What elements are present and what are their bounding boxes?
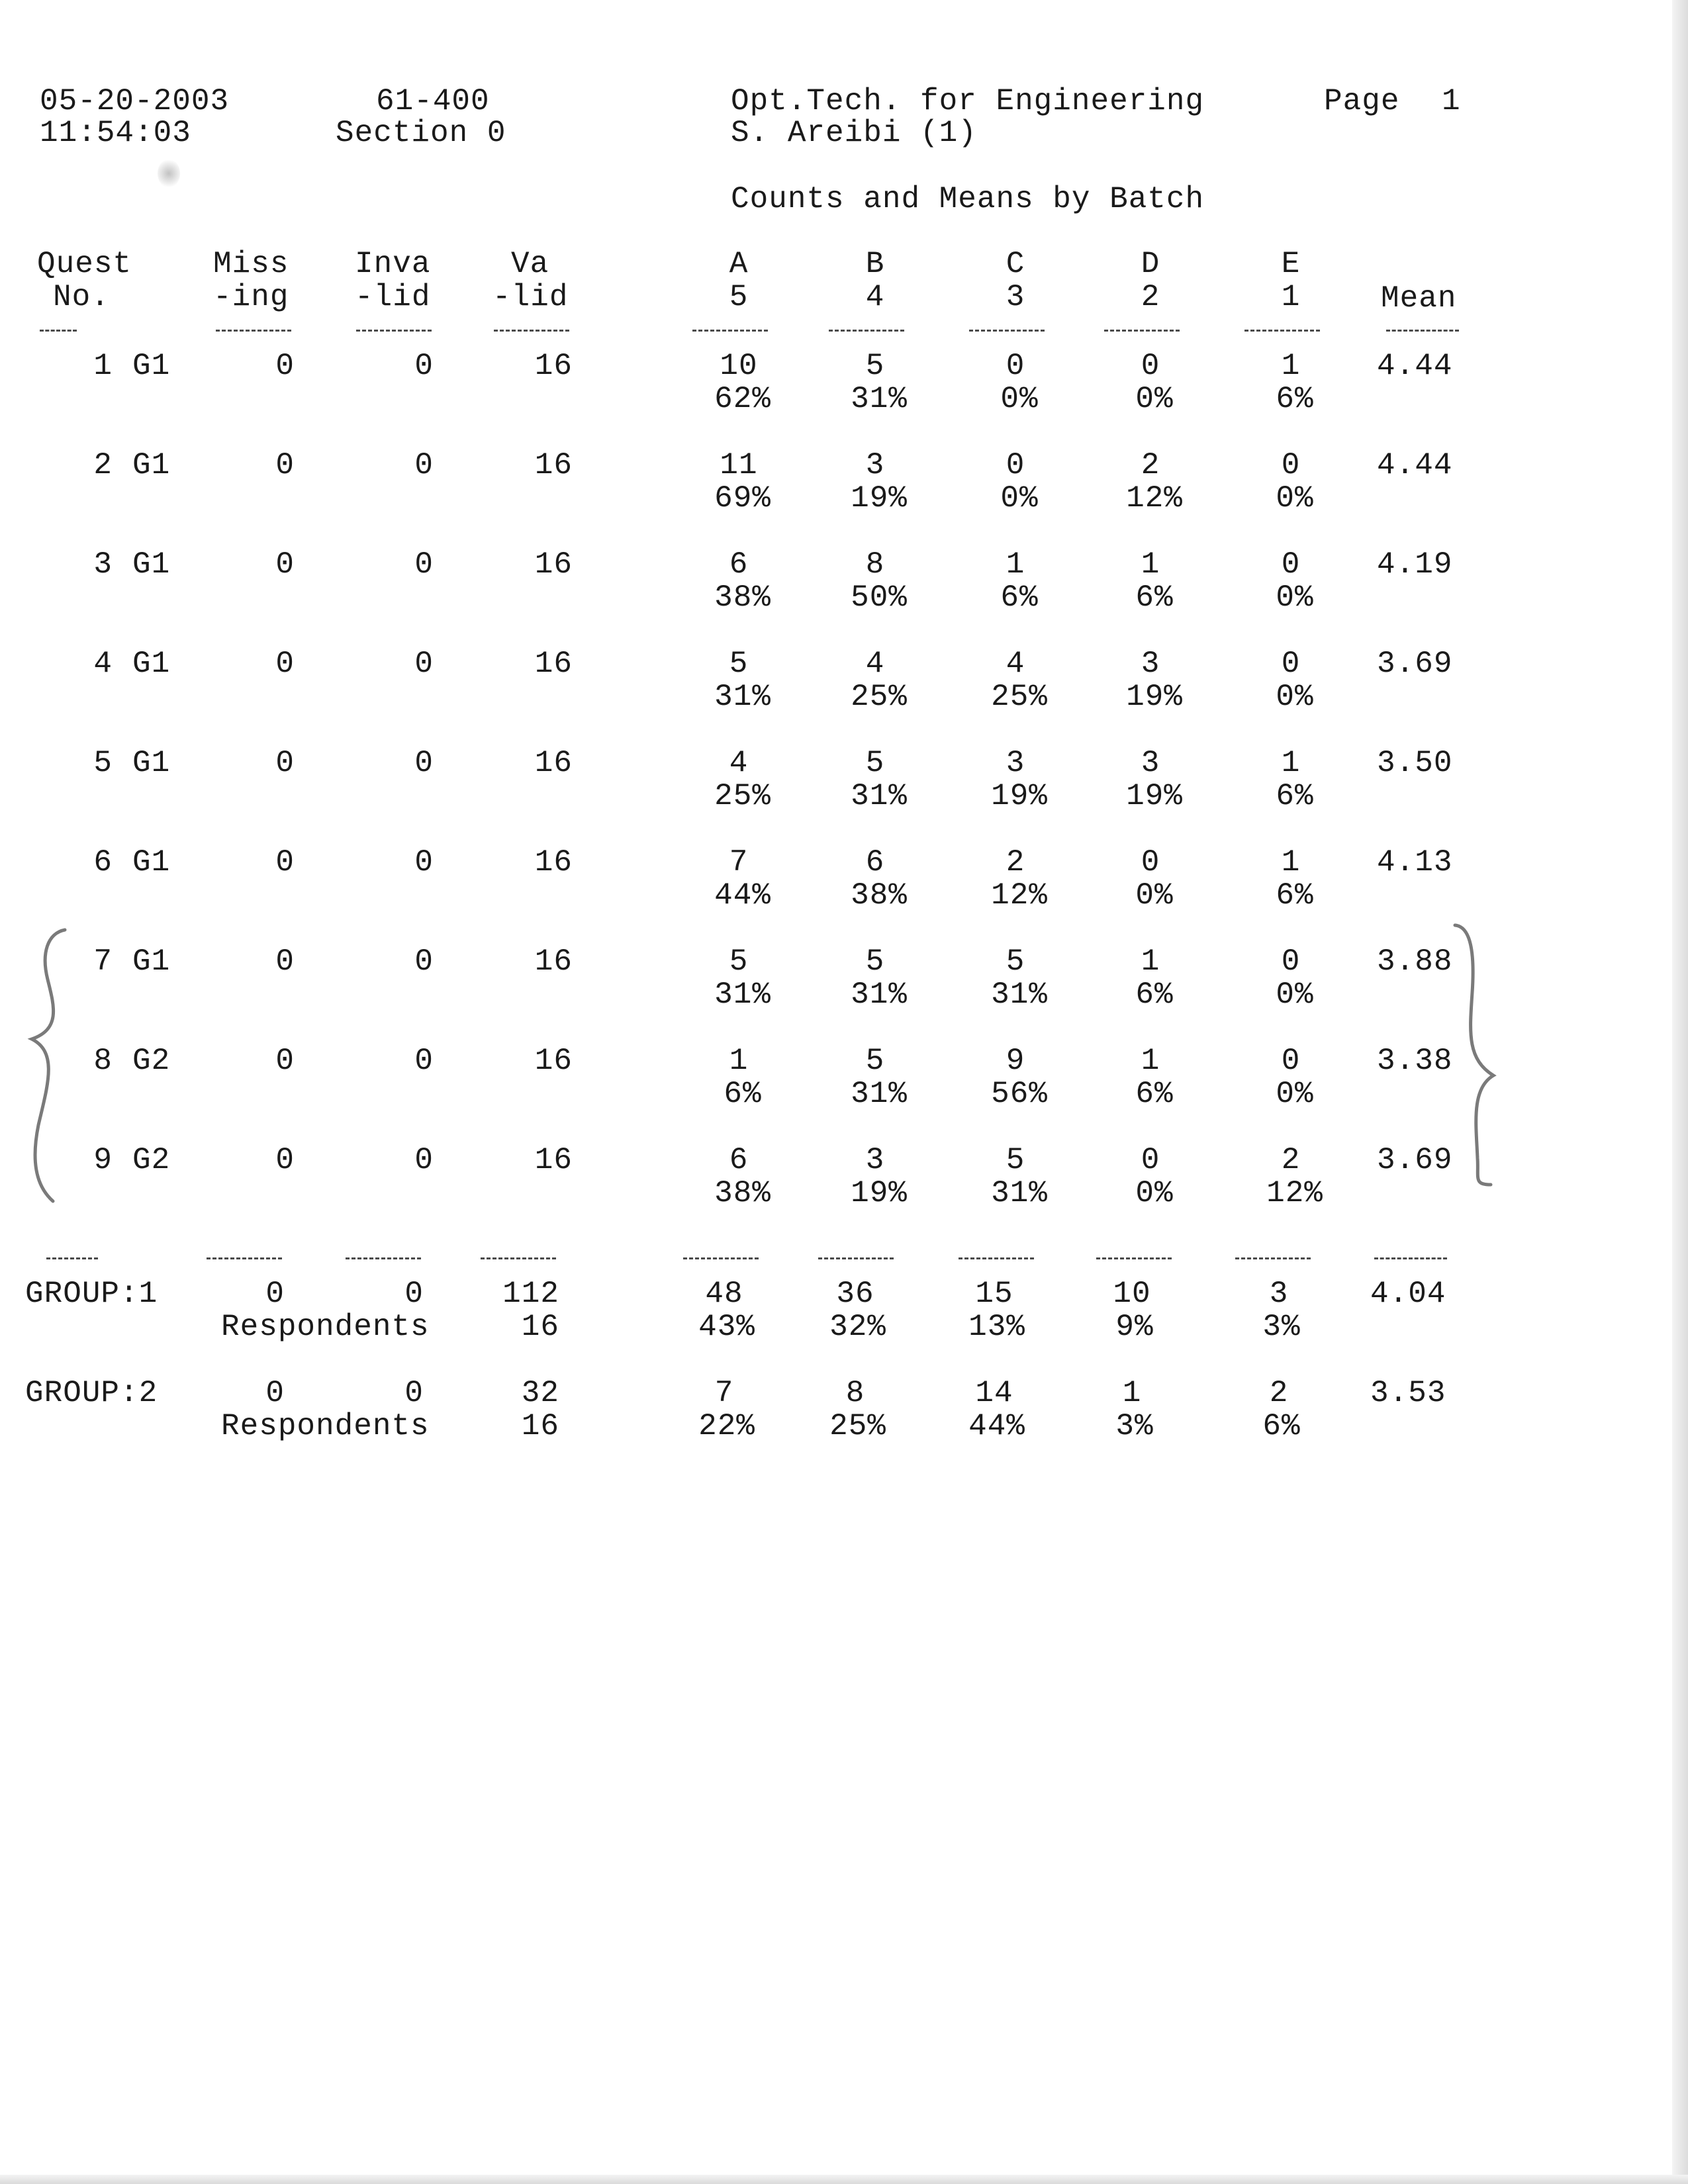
count-b: 5 (865, 1044, 885, 1078)
group-pct-c: 44% (968, 1409, 1025, 1443)
col-c-weight: 3 (1006, 280, 1025, 314)
group-count-e: 3 (1269, 1277, 1289, 1311)
question-group: G1 (132, 845, 171, 880)
missing-count: 0 (275, 647, 295, 681)
pct-e: 6% (1276, 779, 1314, 813)
count-a: 5 (729, 944, 749, 979)
col-missing-line1: Miss (213, 247, 289, 281)
pct-d: 19% (1126, 779, 1183, 813)
row-mean: 4.44 (1377, 349, 1453, 383)
row-mean: 3.69 (1377, 1143, 1453, 1177)
group-pct-c: 13% (968, 1310, 1025, 1344)
pct-e: 0% (1276, 580, 1314, 615)
count-b: 3 (865, 448, 885, 482)
pct-e: 0% (1276, 680, 1314, 714)
col-c-letter: C (1006, 247, 1025, 281)
count-c: 9 (1006, 1044, 1025, 1078)
group-pct-d: 3% (1115, 1409, 1154, 1443)
invalid-count: 0 (414, 944, 434, 979)
count-b: 6 (865, 845, 885, 880)
pct-d: 6% (1135, 580, 1174, 615)
count-b: 5 (865, 746, 885, 780)
pct-c: 56% (991, 1077, 1048, 1111)
pct-a: 31% (714, 978, 771, 1012)
missing-count: 0 (275, 448, 295, 482)
missing-count: 0 (275, 845, 295, 880)
pct-c: 0% (1000, 382, 1039, 416)
group-pct-a: 43% (698, 1310, 755, 1344)
group-mean: 3.53 (1370, 1376, 1446, 1410)
question-number: 1 (93, 349, 113, 383)
count-d: 1 (1141, 1044, 1160, 1078)
pct-a: 69% (714, 481, 771, 516)
pct-a: 38% (714, 1176, 771, 1210)
group-valid: 112 (502, 1277, 559, 1311)
count-d: 0 (1141, 1143, 1160, 1177)
group-respondents: 16 (521, 1310, 559, 1344)
question-number: 4 (93, 647, 113, 681)
invalid-count: 0 (414, 647, 434, 681)
group-pct-e: 6% (1262, 1409, 1301, 1443)
group-count-e: 2 (1269, 1376, 1289, 1410)
pct-e: 12% (1266, 1176, 1323, 1210)
group-label: GROUP:2 (25, 1376, 158, 1410)
group-count-c: 14 (975, 1376, 1013, 1410)
group-count-b: 8 (845, 1376, 865, 1410)
pct-b: 31% (851, 978, 908, 1012)
count-d: 3 (1141, 746, 1160, 780)
pct-e: 6% (1276, 878, 1314, 913)
pct-d: 0% (1135, 878, 1174, 913)
valid-count: 16 (534, 547, 573, 582)
count-e: 2 (1281, 1143, 1301, 1177)
question-group: G1 (132, 944, 171, 979)
col-quest-line2: No. (53, 280, 110, 314)
row-mean: 3.69 (1377, 647, 1453, 681)
col-e-letter: E (1281, 247, 1301, 281)
group-invalid: 0 (404, 1376, 424, 1410)
invalid-count: 0 (414, 448, 434, 482)
valid-count: 16 (534, 1143, 573, 1177)
invalid-count: 0 (414, 1143, 434, 1177)
col-a-weight: 5 (729, 280, 749, 314)
pct-e: 0% (1276, 978, 1314, 1012)
pct-b: 25% (851, 680, 908, 714)
col-invalid-line1: Inva (355, 247, 431, 281)
col-invalid-line2: -lid (355, 280, 431, 314)
count-a: 6 (729, 547, 749, 582)
pct-c: 19% (991, 779, 1048, 813)
pct-b: 31% (851, 779, 908, 813)
row-mean: 3.50 (1377, 746, 1453, 780)
group-pct-b: 25% (829, 1409, 886, 1443)
question-group: G1 (132, 746, 171, 780)
col-b-letter: B (865, 247, 885, 281)
report-title: Counts and Means by Batch (731, 182, 1205, 216)
pct-b: 19% (851, 1176, 908, 1210)
question-group: G1 (132, 647, 171, 681)
count-c: 3 (1006, 746, 1025, 780)
count-c: 2 (1006, 845, 1025, 880)
count-a: 4 (729, 746, 749, 780)
pct-e: 0% (1276, 481, 1314, 516)
count-c: 4 (1006, 647, 1025, 681)
question-number: 7 (93, 944, 113, 979)
missing-count: 0 (275, 349, 295, 383)
count-e: 0 (1281, 448, 1301, 482)
pct-b: 31% (851, 382, 908, 416)
count-b: 4 (865, 647, 885, 681)
left-brace-mark (32, 930, 65, 1201)
invalid-count: 0 (414, 1044, 434, 1078)
group-respondents: 16 (521, 1409, 559, 1443)
count-a: 10 (720, 349, 758, 383)
valid-count: 16 (534, 746, 573, 780)
pct-d: 6% (1135, 1077, 1174, 1111)
count-c: 5 (1006, 944, 1025, 979)
count-a: 7 (729, 845, 749, 880)
question-number: 5 (93, 746, 113, 780)
group-pct-d: 9% (1115, 1310, 1154, 1344)
count-e: 1 (1281, 845, 1301, 880)
group-respondents-label: Respondents (221, 1409, 430, 1443)
pct-b: 19% (851, 481, 908, 516)
course-code: 61-400 (376, 84, 490, 118)
group-count-d: 1 (1122, 1376, 1142, 1410)
row-mean: 3.38 (1377, 1044, 1453, 1078)
missing-count: 0 (275, 746, 295, 780)
report-time: 11:54:03 (40, 116, 191, 150)
question-number: 9 (93, 1143, 113, 1177)
invalid-count: 0 (414, 845, 434, 880)
count-a: 6 (729, 1143, 749, 1177)
row-mean: 4.19 (1377, 547, 1453, 582)
group-count-d: 10 (1113, 1277, 1151, 1311)
pct-b: 31% (851, 1077, 908, 1111)
count-d: 0 (1141, 845, 1160, 880)
count-b: 5 (865, 944, 885, 979)
col-valid-line2: -lid (492, 280, 569, 314)
col-quest-line1: Quest (37, 247, 132, 281)
pct-b: 38% (851, 878, 908, 913)
report-date: 05-20-2003 (40, 84, 230, 118)
count-e: 0 (1281, 1044, 1301, 1078)
count-e: 1 (1281, 746, 1301, 780)
count-e: 1 (1281, 349, 1301, 383)
col-mean: Mean (1381, 281, 1457, 316)
group-respondents-label: Respondents (221, 1310, 430, 1344)
valid-count: 16 (534, 944, 573, 979)
count-b: 3 (865, 1143, 885, 1177)
group-pct-e: 3% (1262, 1310, 1301, 1344)
count-d: 0 (1141, 349, 1160, 383)
count-b: 5 (865, 349, 885, 383)
pct-a: 38% (714, 580, 771, 615)
pct-c: 25% (991, 680, 1048, 714)
pct-a: 62% (714, 382, 771, 416)
question-number: 2 (93, 448, 113, 482)
question-group: G1 (132, 448, 171, 482)
pct-c: 6% (1000, 580, 1039, 615)
pct-d: 0% (1135, 1176, 1174, 1210)
page-number: 1 (1442, 84, 1461, 118)
col-e-weight: 1 (1281, 280, 1301, 314)
group-valid: 32 (521, 1376, 559, 1410)
right-brace-mark (1455, 925, 1493, 1185)
count-b: 8 (865, 547, 885, 582)
valid-count: 16 (534, 845, 573, 880)
valid-count: 16 (534, 448, 573, 482)
row-mean: 4.44 (1377, 448, 1453, 482)
count-a: 11 (720, 448, 758, 482)
count-d: 1 (1141, 547, 1160, 582)
group-invalid: 0 (404, 1277, 424, 1311)
count-e: 0 (1281, 647, 1301, 681)
pct-c: 31% (991, 1176, 1048, 1210)
count-d: 2 (1141, 448, 1160, 482)
group-pct-b: 32% (829, 1310, 886, 1344)
col-b-weight: 4 (865, 280, 885, 314)
pct-a: 25% (714, 779, 771, 813)
count-d: 1 (1141, 944, 1160, 979)
question-group: G2 (132, 1044, 171, 1078)
question-number: 8 (93, 1044, 113, 1078)
question-group: G1 (132, 547, 171, 582)
count-d: 3 (1141, 647, 1160, 681)
col-d-letter: D (1141, 247, 1160, 281)
pct-c: 31% (991, 978, 1048, 1012)
group-label: GROUP:1 (25, 1277, 158, 1311)
group-count-c: 15 (975, 1277, 1013, 1311)
row-mean: 4.13 (1377, 845, 1453, 880)
course-title: Opt.Tech. for Engineering (731, 84, 1205, 118)
valid-count: 16 (534, 349, 573, 383)
pct-b: 50% (851, 580, 908, 615)
group-count-a: 7 (714, 1376, 734, 1410)
group-mean: 4.04 (1370, 1277, 1446, 1311)
pct-c: 12% (991, 878, 1048, 913)
pct-a: 44% (714, 878, 771, 913)
pct-e: 0% (1276, 1077, 1314, 1111)
count-e: 0 (1281, 547, 1301, 582)
group-pct-a: 22% (698, 1409, 755, 1443)
group-missing: 0 (265, 1376, 285, 1410)
pct-d: 19% (1126, 680, 1183, 714)
count-a: 1 (729, 1044, 749, 1078)
instructor-name: S. Areibi (1) (731, 116, 977, 150)
count-e: 0 (1281, 944, 1301, 979)
count-c: 5 (1006, 1143, 1025, 1177)
question-group: G1 (132, 349, 171, 383)
pct-a: 6% (724, 1077, 762, 1111)
count-c: 0 (1006, 349, 1025, 383)
question-number: 6 (93, 845, 113, 880)
pct-a: 31% (714, 680, 771, 714)
pct-d: 12% (1126, 481, 1183, 516)
count-c: 0 (1006, 448, 1025, 482)
pct-e: 6% (1276, 382, 1314, 416)
invalid-count: 0 (414, 746, 434, 780)
page-label: Page (1324, 84, 1400, 118)
col-a-letter: A (729, 247, 749, 281)
group-count-b: 36 (836, 1277, 874, 1311)
row-mean: 3.88 (1377, 944, 1453, 979)
count-c: 1 (1006, 547, 1025, 582)
missing-count: 0 (275, 1044, 295, 1078)
col-missing-line2: -ing (213, 280, 289, 314)
group-count-a: 48 (705, 1277, 743, 1311)
invalid-count: 0 (414, 349, 434, 383)
count-a: 5 (729, 647, 749, 681)
valid-count: 16 (534, 1044, 573, 1078)
missing-count: 0 (275, 1143, 295, 1177)
missing-count: 0 (275, 944, 295, 979)
pct-c: 0% (1000, 481, 1039, 516)
group-missing: 0 (265, 1277, 285, 1311)
col-valid-line1: Va (511, 247, 549, 281)
pct-d: 6% (1135, 978, 1174, 1012)
invalid-count: 0 (414, 547, 434, 582)
section-label: Section 0 (336, 116, 506, 150)
missing-count: 0 (275, 547, 295, 582)
question-group: G2 (132, 1143, 171, 1177)
valid-count: 16 (534, 647, 573, 681)
pct-d: 0% (1135, 382, 1174, 416)
col-d-weight: 2 (1141, 280, 1160, 314)
question-number: 3 (93, 547, 113, 582)
